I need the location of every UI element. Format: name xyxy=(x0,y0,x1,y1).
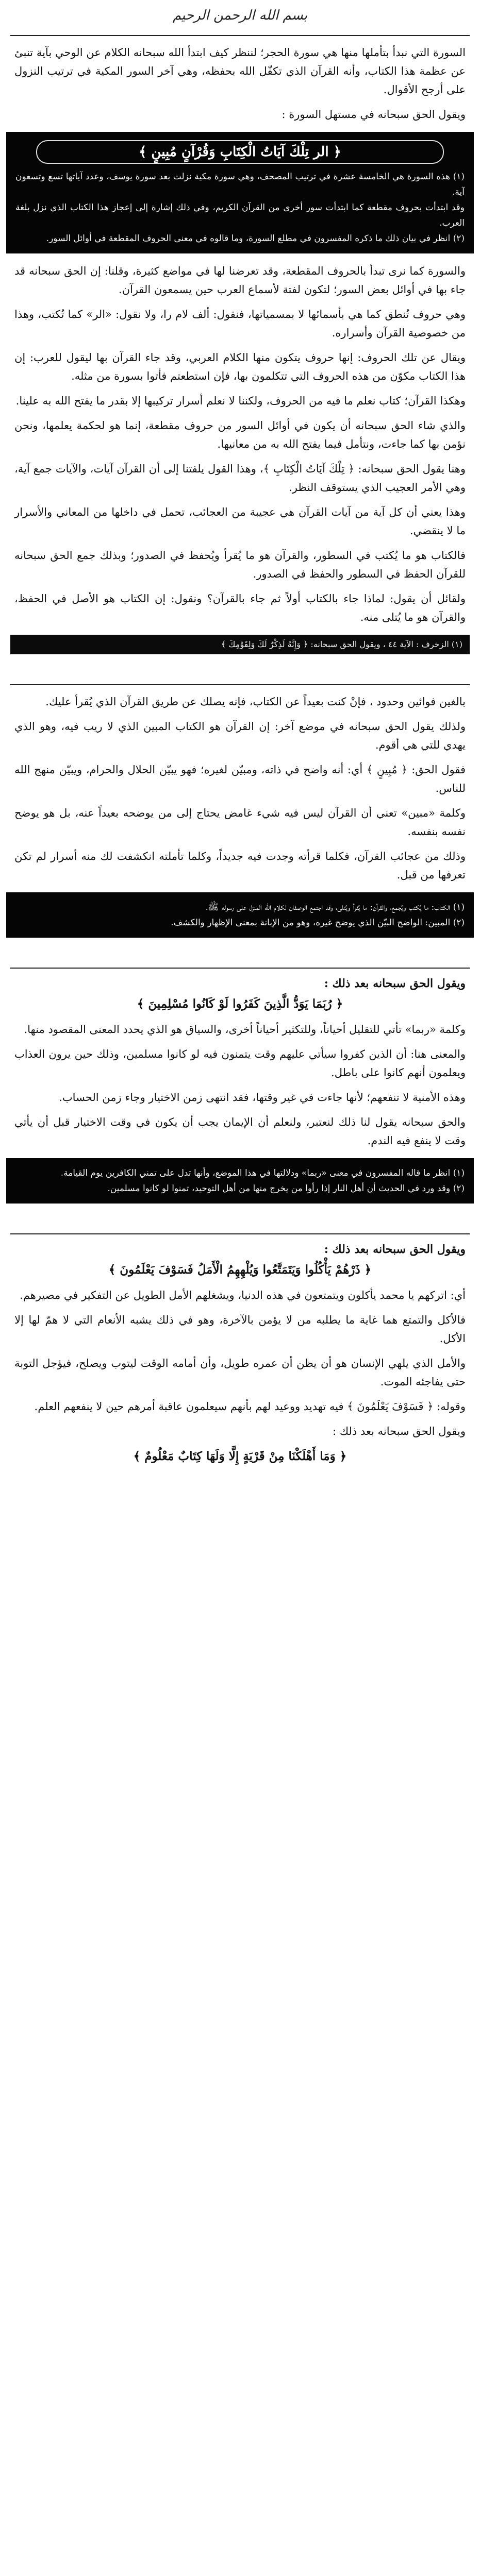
body-paragraph: وقوله: ﴿ فَسَوْفَ يَعْلَمُونَ ﴾ فيه تهديد ووعيد لهم بأنهم سيعلمون عاقبة أمرهم حين لا ينفعهم العلم. xyxy=(34,1400,466,1413)
footnote-line: وقد ابتدأت بحروف مقطعة كما ابتدأت سور أخرى من القرآن الكريم، وفي ذلك إشارة إلى إعجاز هذا الكتاب الذي نزل بلغة العرب. xyxy=(15,202,465,228)
bismillah-header: بسم الله الرحمن الرحيم xyxy=(172,8,308,23)
divider xyxy=(10,35,470,36)
body-paragraph: أي: اتركهم يا محمد يأكلون ويتمتعون في هذه الدنيا، ويشغلهم الأمل الطويل عن التفكير في مصيرهم. xyxy=(20,1289,466,1301)
body-paragraph: وكلمة «ربما» تأتي للتقليل أحياناً، وللتكثير أحياناً أخرى، والسياق هو الذي يحدد المعنى المقصود منها. xyxy=(24,1023,466,1036)
body-paragraph: فالكتاب هو ما يُكتب في السطور، والقرآن هو ما يُقرأ ويُحفظ في الصدور؛ وبذلك جمع الحق سبحانه للقرآن الحفظ في السطور والحفظ في الصدور. xyxy=(14,549,466,580)
page-gap xyxy=(0,659,480,680)
footnote-line: (٢) المبين: الواضح البيّن الذي يوضح غيره، وهو من الإبانة بمعنى الإظهار والكشف. xyxy=(171,918,465,928)
body-paragraph: ويقول الحق سبحانه بعد ذلك : xyxy=(333,1425,466,1437)
body-paragraph: فقول الحق: ﴿ مُبِينٍ ﴾ أي: أنه واضح في ذاته، ومبيّن لغيره؛ فهو يبيّن الحلال والحرام، ويبيّن منهج الله للناس. xyxy=(14,764,466,794)
footnote-box xyxy=(6,132,474,253)
body-paragraph: وهكذا القرآن؛ كتاب نعلم ما فيه من الحروف، ولكننا لا نعلم أسرار تركيبها إلا بقدر ما يفتح الله به علينا. xyxy=(15,395,466,407)
body-paragraph: والمعنى هنا: أن الذين كفروا سيأتي عليهم وقت يتمنون فيه لو كانوا مسلمين، وذلك حين يرون العذاب ويعلمون أنهم كانوا على باطل. xyxy=(14,1048,466,1079)
body-paragraph: وهي حروف تُنطق كما هي بأسمائها لا بمسمياتها، فنقول: ألف لام را، ولا نقول: «الر» كما تُكتب، وهذا من خصوصية القرآن وأسراره. xyxy=(14,308,466,339)
footnote-bar: (١) الزخرف : الآية ٤٤ ، ويقول الحق سبحانه: ﴿ وَإِنَّهُ لَذِكْرٌ لَكَ وَلِقَوْمِكَ ﴾ xyxy=(10,635,470,654)
body-paragraph: والسورة كما نرى تبدأ بالحروف المقطعة، وقد تعرضنا لها في مواضع كثيرة، وقلنا: إن الحق سبحانه قد جاء بها في أوائل بعض السور؛ لتكون لفتة لأسماع العرب حين يسمعون القرآن. xyxy=(14,265,466,296)
footnote-line: (١) انظر ما قاله المفسرون في معنى «ربما» ودلالتها في هذا الموضع، وأنها تدل على تمني الكافرين يوم القيامة. xyxy=(60,1168,465,1178)
body-paragraph: والحق سبحانه يقول لنا ذلك لنعتبر، ولنعلم أن الإيمان يجب أن يكون في وقت الاختيار قبل أن يأتي وقت لا ينفع فيه الندم. xyxy=(14,1116,466,1147)
body-paragraph: وهنا يقول الحق سبحانه: ﴿ تِلْكَ آيَاتُ الْكِتَابِ ﴾، وهذا القول يلفتنا إلى أن القرآن آيات، والآيات جمع آية، وهي الأمر العجيب الذي يستوقف النظر. xyxy=(14,463,466,494)
body-paragraph: بالغين فوائين وحدود ، فإنْ كنت بعيداً عن الكتاب، فإنه يصلك عن طريق القرآن الذي يُقرأ عليك. xyxy=(45,696,466,708)
body-paragraph: فالأكل والتمتع هما غاية ما يطلبه من لا يؤمن بالآخرة، وهو في ذلك يشبه الأنعام التي لا همّ لها إلا الأكل. xyxy=(14,1314,466,1345)
footnote-line: (١) الكتاب: ما يُكتب ويُجمع، والقرآن: ما يُقرأ ويُتلى، وقد اجتمع الوصفان لكلام الله المنزل على رسوله ﷺ. xyxy=(205,902,465,912)
body-paragraph: وذلك من عجائب القرآن، فكلما قرأته وجدت فيه جديداً، وكلما تأملته انكشفت لك منه أسرار لم تكن تعرفها من قبل. xyxy=(14,850,466,881)
body-paragraph: ويقال عن تلك الحروف: إنها حروف يتكون منها الكلام العربي، وقد جاء القرآن بها ليقول للعرب: إن هذا الكتاب مكوّن من هذه الحروف التي تتكلمون بها، فإن استطعتم فأتوا بسورة من مثله. xyxy=(14,351,466,382)
body-paragraph: وهذا يعني أن كل آية من آيات القرآن هي عجيبة من العجائب، تحمل في داخلها من المعاني والأسرار ما لا ينقضي. xyxy=(14,506,466,537)
footnote-line: (٢) وقد ورد في الحديث أن أهل النار إذا رأوا من يخرج منها من أهل التوحيد، تمنوا لو كانوا مسلمين. xyxy=(107,1183,465,1194)
body-paragraph: والأمل الذي يلهي الإنسان هو أن يظن أن عمره طويل، وأن أمامه الوقت ليتوب ويصلح، فيؤجل التوبة حتى يفاجئه الموت. xyxy=(14,1357,466,1388)
quran-verse: ﴿ ذَرْهُمْ يَأْكُلُوا وَيَتَمَتَّعُوا وَيُلْهِهِمُ الْأَمَلُ فَسَوْفَ يَعْلَمُونَ ﴾ xyxy=(108,1263,372,1277)
verse-frame: ﴿ الر تِلْكَ آيَاتُ الْكِتَابِ وَقُرْآنٍ مُبِينٍ ﴾ xyxy=(36,140,444,164)
quran-verse: ﴿ رُبَمَا يَوَدُّ الَّذِينَ كَفَرُوا لَوْ كَانُوا مُسْلِمِينَ ﴾ xyxy=(137,997,343,1011)
divider xyxy=(10,684,470,685)
quran-verse: ﴿ وَمَا أَهْلَكْنَا مِنْ قَرْيَةٍ إِلَّا وَلَهَا كِتَابٌ مَعْلُومٌ ﴾ xyxy=(133,1449,347,1463)
body-paragraph: ولقائل أن يقول: لماذا جاء بالكتاب أولاً ثم جاء بالقرآن؟ ونقول: إن الكتاب هو الأصل في الحفظ، والقرآن هو ما يُتلى منه. xyxy=(14,592,466,623)
body-paragraph: ولذلك يقول الحق سبحانه في موضع آخر: إن القرآن هو الكتاب المبين الذي لا ريب فيه، وهو الذي يهدي للتي هي أقوم. xyxy=(14,720,466,751)
section-heading: ويقول الحق سبحانه بعد ذلك : xyxy=(324,1243,466,1256)
section-heading: ويقول الحق سبحانه بعد ذلك : xyxy=(324,977,466,990)
intro-paragraph: ويقول الحق سبحانه في مستهل السورة : xyxy=(282,108,466,121)
footnote-box xyxy=(6,892,474,938)
body-paragraph: وهذه الأمنية لا تنفعهم؛ لأنها جاءت في غير وقتها، فقد انتهى زمن الاختيار وجاء زمن الحساب. xyxy=(59,1091,466,1104)
divider xyxy=(10,1233,470,1234)
divider xyxy=(10,968,470,969)
footnote-box xyxy=(6,1158,474,1204)
page-gap xyxy=(0,943,480,963)
footnote-line: (٢) انظر في بيان ذلك ما ذكره المفسرون في مطلع السورة، وما قالوه في معنى الحروف المقطعة في أوائل السور. xyxy=(46,233,465,244)
footnote-line: (١) هذه السورة هي الخامسة عشرة في ترتيب المصحف، وهي سورة مكية نزلت بعد سورة يوسف، وعدد آياتها تسع وتسعون آية. xyxy=(15,172,465,197)
body-paragraph: والذي شاء الحق سبحانه أن يكون في أوائل السور من حروف مقطعة، إنما هو لحكمة يعلمها، ونحن نؤمن بها كما جاءت، ونتأمل فيما يفتح الله به من معانيها. xyxy=(14,419,466,450)
body-paragraph: وكلمة «مبين» تعني أن القرآن ليس فيه شيء غامض يحتاج إلى من يوضحه بعيداً عنه، بل هو يوضح نفسه بنفسه. xyxy=(14,807,466,838)
page-gap xyxy=(0,1209,480,1229)
intro-paragraph: السورة التي نبدأ بتأملها منها هي سورة الحجر؛ لننظر كيف ابتدأ الله سبحانه الكلام عن الوحي بآية تنبئ عن عظمة هذا الكتاب، وأنه القرآن الذي تكفّل الله بحفظه، وهي آخر السور المكية في ترتيب النزول على أرجح الأقوال. xyxy=(14,46,466,96)
